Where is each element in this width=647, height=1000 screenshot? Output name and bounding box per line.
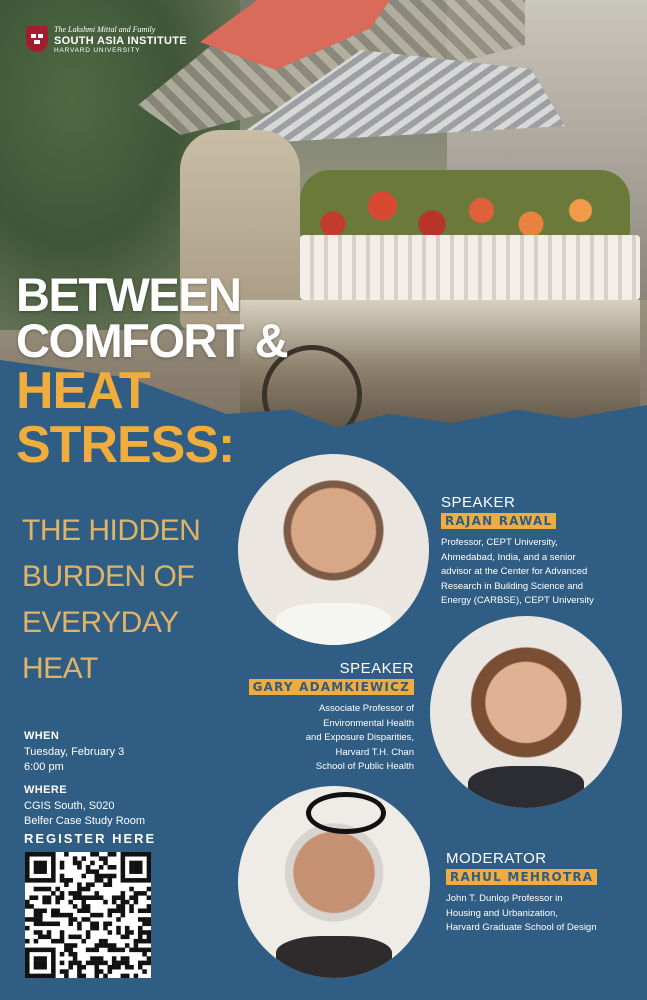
desc-line: Ahmedabad, India, and a senior	[441, 551, 576, 563]
desc-line: advisor at the Center for Advanced	[441, 566, 588, 578]
speaker-block-1	[441, 494, 641, 609]
desc-line: Energy (CARBSE), CEPT University	[441, 595, 594, 607]
desc-line: Harvard Graduate School of Design	[446, 922, 597, 934]
speaker-name: GARY ADAMKIEWICZ	[249, 679, 414, 695]
where-label: WHERE	[24, 784, 67, 796]
event-date: Tuesday, February 3	[24, 746, 125, 758]
harvard-crest-icon	[26, 26, 48, 52]
desc-line: John T. Dunlop Professor in	[446, 893, 563, 904]
logo-family-line: The Lakshmi Mittal and Family	[54, 25, 156, 34]
desc-line: Environmental Health	[323, 717, 414, 729]
moderator-block	[446, 850, 646, 936]
desc-line: Housing and Urbanization,	[446, 907, 558, 919]
when-label: WHEN	[24, 730, 60, 742]
subtitle-line-3: EVERYDAY	[22, 606, 179, 639]
speaker-photo-rajan-rawal	[238, 454, 429, 645]
subtitle-line-2: BURDEN OF	[22, 560, 195, 593]
speaker-name: RAJAN RAWAL	[441, 513, 556, 529]
qr-code-icon	[25, 852, 151, 978]
register-heading: REGISTER HERE	[24, 831, 157, 846]
desc-line: Professor, CEPT University,	[441, 537, 558, 548]
institute-logo	[26, 26, 187, 54]
event-info	[24, 730, 145, 829]
moderator-name: RAHUL MEHROTRA	[446, 869, 597, 885]
title-line-2: COMFORT &	[16, 314, 288, 367]
title-line-4: STRESS:	[16, 416, 235, 474]
moderator-role: MODERATOR	[446, 850, 547, 867]
title-line-1: BETWEEN	[16, 268, 241, 321]
speaker-description	[441, 536, 641, 609]
speaker-role: SPEAKER	[441, 494, 516, 511]
event-location-1: CGIS South, S020	[24, 800, 115, 812]
poster-subtitle	[22, 508, 200, 692]
title-line-3: HEAT	[16, 362, 150, 420]
logo-institute-name: SOUTH ASIA INSTITUTE	[54, 34, 187, 47]
desc-line: Associate Professor of	[318, 703, 414, 714]
fruit-basket	[300, 235, 640, 300]
event-location-2: Belfer Case Study Room	[24, 815, 146, 827]
speaker-description	[214, 702, 414, 775]
desc-line: and Exposure Disparities,	[305, 732, 414, 744]
moderator-photo-rahul-mehrotra	[238, 786, 430, 978]
poster-title	[16, 268, 288, 474]
speaker-block-2	[214, 660, 414, 775]
desc-line: School of Public Health	[315, 761, 414, 773]
speaker-role: SPEAKER	[339, 660, 414, 677]
subtitle-line-4: HEAT	[22, 652, 98, 685]
register-qr-code[interactable]	[25, 852, 151, 978]
desc-line: Harvard T.H. Chan	[335, 746, 414, 758]
speaker-photo-gary-adamkiewicz	[430, 616, 622, 808]
logo-university: HARVARD UNIVERSITY	[54, 46, 141, 54]
subtitle-line-1: THE HIDDEN	[22, 514, 201, 547]
desc-line: Research in Building Science and	[441, 580, 584, 592]
moderator-description	[446, 892, 646, 936]
event-time: 6:00 pm	[24, 761, 64, 773]
